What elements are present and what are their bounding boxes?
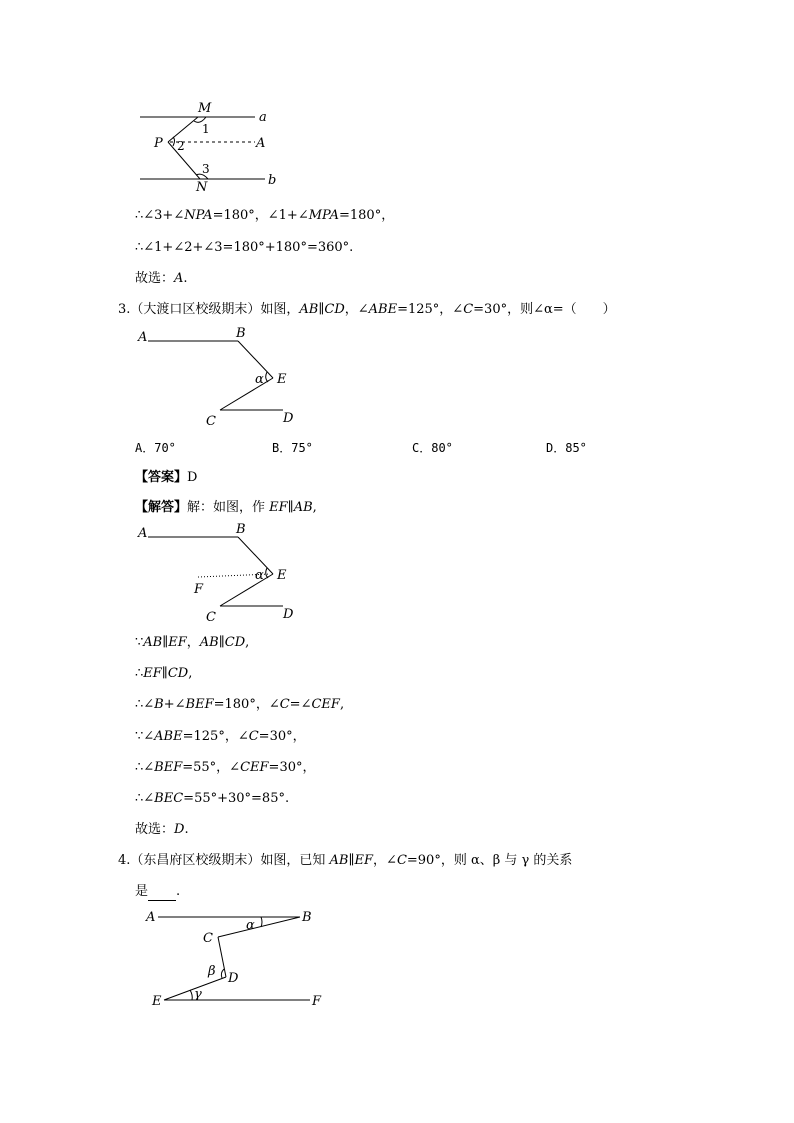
label-A: A <box>256 136 266 151</box>
label-1: 1 <box>202 122 210 136</box>
label-B: B <box>302 910 312 925</box>
label-E: E <box>277 568 287 583</box>
solution-step-2: ∴∠1+∠2+∠3=180°+180°=360°. <box>135 240 354 255</box>
label-N: N <box>196 180 208 195</box>
angle-arc-alpha <box>266 372 268 382</box>
label-B: B <box>236 326 246 341</box>
answer-blank[interactable] <box>148 886 176 901</box>
solution-line-3: ∴∠B+∠BEF=180°，∠C=∠CEF, <box>135 697 345 712</box>
label-C: C <box>206 610 216 625</box>
label-A: A <box>138 526 148 541</box>
solution-line-1: ∵AB∥EF，AB∥CD, <box>135 635 250 650</box>
figure-q3-solution <box>130 521 310 626</box>
solution-line-6: ∴∠BEC=55°+30°=85°. <box>135 791 290 806</box>
label-a: a <box>259 110 267 125</box>
label-D: D <box>228 971 239 986</box>
label-E: E <box>277 372 287 387</box>
label-alpha: α <box>255 568 264 583</box>
choice-C[interactable]: C．80° <box>412 441 453 455</box>
label-beta: β <box>208 964 216 979</box>
angle-arc-alpha <box>266 568 268 578</box>
segment-EC <box>220 378 273 410</box>
label-gamma: γ <box>194 987 202 1002</box>
segment-EC <box>220 574 273 606</box>
label-alpha: α <box>246 918 255 933</box>
angle-arc-2 <box>173 137 175 146</box>
final-answer-line: 故选：D. <box>135 822 189 837</box>
label-C: C <box>206 414 216 429</box>
choice-D[interactable]: D．85° <box>546 441 587 455</box>
label-F: F <box>194 582 204 597</box>
label-A: A <box>146 910 156 925</box>
solution-line-5: ∴∠BEF=55°，∠CEF=30°， <box>135 760 316 775</box>
label-D: D <box>283 607 294 622</box>
label-b: b <box>268 173 277 188</box>
label-F: F <box>312 994 322 1009</box>
label-D: D <box>283 411 294 426</box>
segment-BC <box>218 917 300 937</box>
choice-B[interactable]: B．75° <box>272 441 313 455</box>
label-B: B <box>236 522 246 537</box>
answer-choice-line: 故选：A. <box>135 271 188 286</box>
label-M: M <box>198 101 212 116</box>
angle-arc-alpha <box>261 917 262 927</box>
label-alpha: α <box>255 372 264 387</box>
label-A: A <box>138 330 148 345</box>
label-2: 2 <box>177 139 185 153</box>
solution-line-2: ∴EF∥CD, <box>135 666 193 681</box>
label-3: 3 <box>202 162 210 176</box>
question-4-stem: 4.（东昌府区校级期末）如图，已知 AB∥EF，∠C=90°，则 α、β 与 γ 的关系 <box>118 853 573 868</box>
answer-line: 【答案】D <box>135 470 198 485</box>
solution-line-4: ∵∠ABE=125°，∠C=30°， <box>135 729 306 744</box>
label-C: C <box>203 931 213 946</box>
choice-A[interactable]: A．70° <box>135 441 176 455</box>
label-P: P <box>154 136 163 151</box>
question-3-stem: 3.（大渡口区校级期末）如图，AB∥CD，∠ABE=125°，∠C=30°，则∠α=（ ） <box>118 302 616 317</box>
angle-arc-beta <box>221 969 224 978</box>
figure-parallel-lines-MPN <box>130 96 290 196</box>
figure-q3 <box>130 325 310 430</box>
angle-arc-gamma <box>190 990 192 1000</box>
solution-step-1: ∴∠3+∠NPA=180°，∠1+∠MPA=180°， <box>135 208 395 223</box>
label-E: E <box>152 994 162 1009</box>
figure-q4 <box>140 905 340 1015</box>
question-4-stem-cont: 是 . <box>135 884 181 899</box>
solution-intro: 【解答】解：如图，作 EF∥AB, <box>135 500 317 515</box>
